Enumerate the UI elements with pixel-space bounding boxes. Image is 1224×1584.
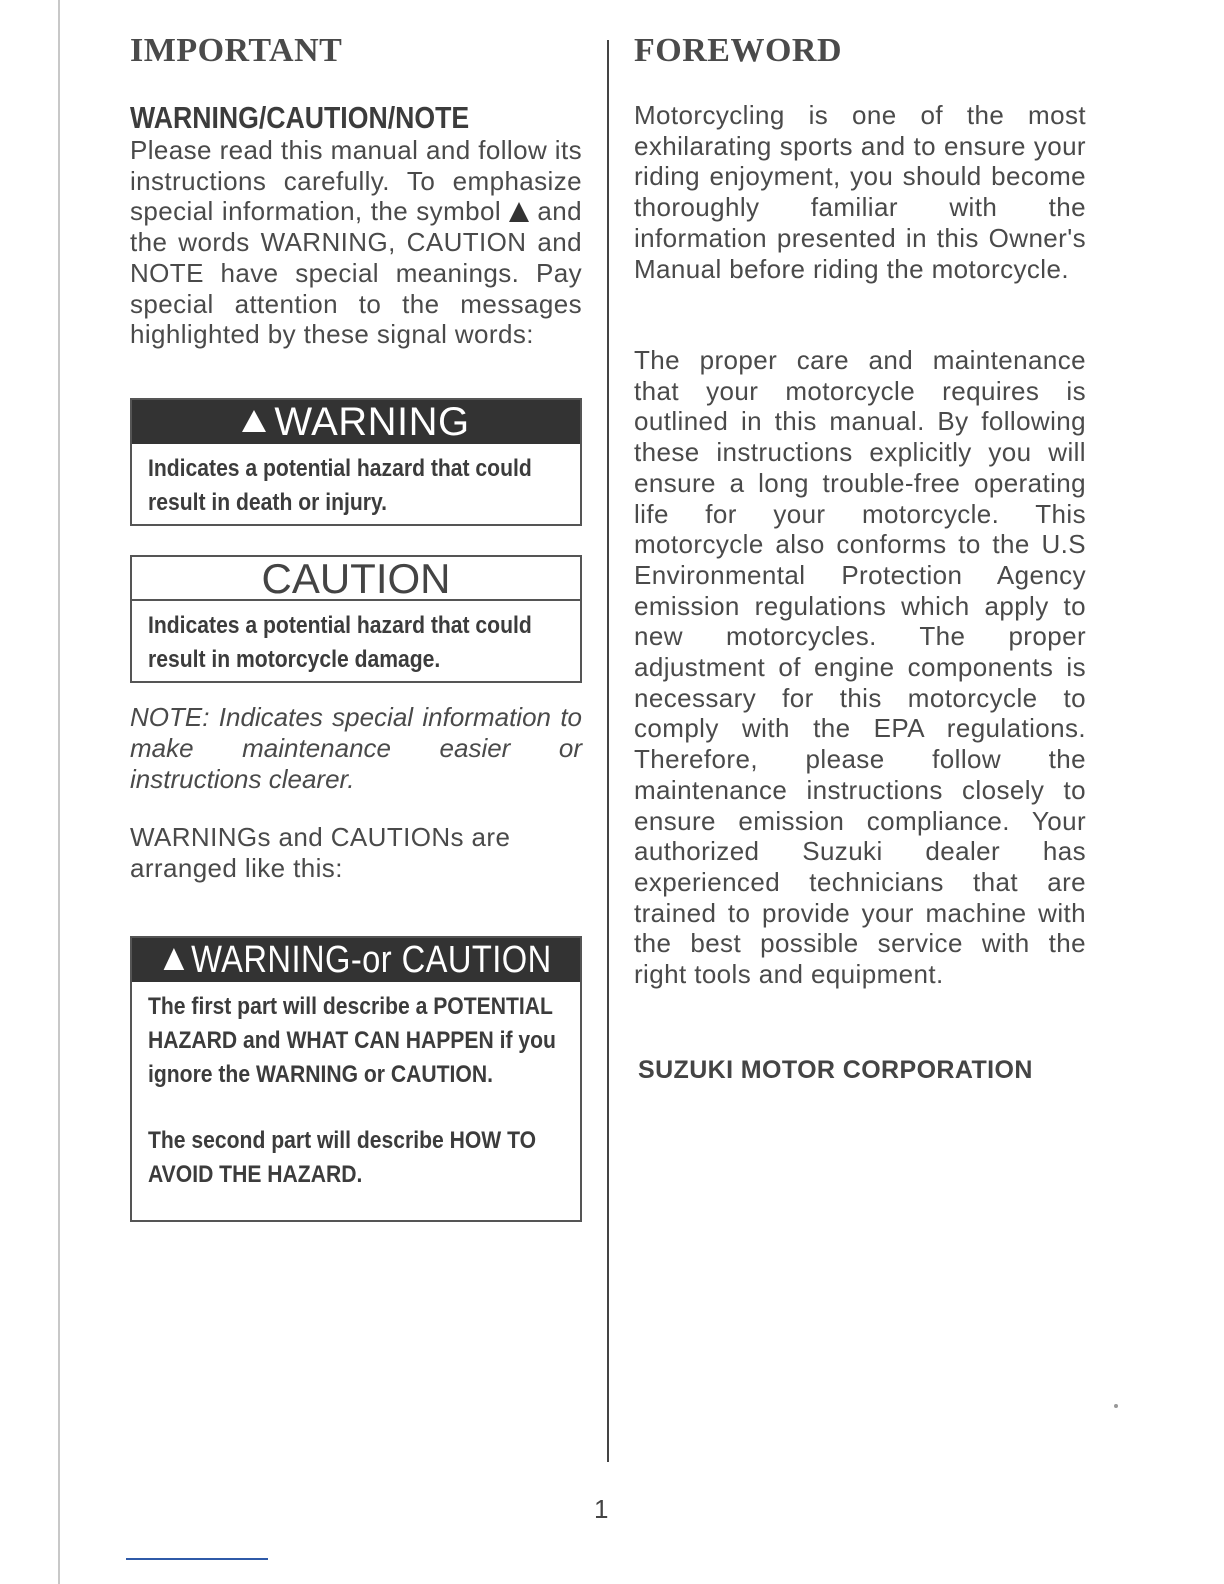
foreword-paragraph-1: Motorcycling is one of the most exhilarating sports and to ensure your riding enjoyment, you should become thoroughly familiar with the information presented in this Owner's Manual before riding the motorcycle. xyxy=(634,100,1086,284)
foreword-paragraph-2: The proper care and maintenance that your motorcycle requires is outlined in this manual. By following these instructions explicitly you will ensure a long trouble-free operating life for your motorcycle. This motorcycle also conforms to the U.S Environmental Protection Agency emission regulations which apply to new motorcycles. The proper adjustment of engine components is necessary for this motorcycle to comply with the EPA regulations. Therefore, please follow the maintenance instructions closely to ensure emission compliance. Your authorized Suzuki dealer has experienced technicians that are trained to provide your machine with the best possible service with the right tools and equipment. xyxy=(634,345,1086,990)
warning-box xyxy=(130,398,582,526)
page-number: 1 xyxy=(594,1494,609,1524)
binding-edge xyxy=(58,0,60,1584)
warning-triangle-icon xyxy=(164,948,185,970)
column-divider xyxy=(607,40,609,1462)
example-part-one: The first part will describe a POTENTIAL HAZARD and WHAT CAN HAPPEN if you ignore the WARNING or CAUTION. xyxy=(148,993,556,1088)
caution-box-header: CAUTION xyxy=(132,557,580,601)
warning-box-header xyxy=(132,400,580,444)
important-title: IMPORTANT xyxy=(130,32,343,69)
intro-text-before: Please read this manual and follow its instructions carefully. To emphasize special information, the symbol xyxy=(130,135,582,227)
footer-rule xyxy=(126,1558,268,1560)
example-box-body xyxy=(132,982,580,1202)
company-name: SUZUKI MOTOR CORPORATION xyxy=(638,1056,1033,1084)
foreword-title: FOREWORD xyxy=(634,32,842,69)
intro-text-after: and the words WARNING, CAUTION and NOTE have special meanings. Pay special attention to the messages highlighted by these signal words: xyxy=(130,196,582,350)
warning-caution-note-heading: WARNING/CAUTION/NOTE xyxy=(130,100,470,135)
example-label: WARNING-or CAUTION xyxy=(191,939,552,981)
print-speck xyxy=(1114,1404,1118,1408)
caution-box-body xyxy=(132,601,580,687)
warning-box-body xyxy=(132,444,580,530)
caution-box xyxy=(130,555,582,683)
note-paragraph: NOTE: Indicates special information to make maintenance easier or instructions clearer. xyxy=(130,702,582,794)
warning-triangle-icon xyxy=(509,202,529,222)
caution-description: Indicates a potential hazard that could result in motorcycle damage. xyxy=(148,612,532,673)
arranged-paragraph: WARNINGs and CAUTIONs are arranged like this: xyxy=(130,822,511,883)
intro-paragraph xyxy=(130,135,582,350)
warning-description: Indicates a potential hazard that could result in death or injury. xyxy=(148,455,532,516)
example-box-header xyxy=(132,938,580,982)
example-box xyxy=(130,936,582,1222)
warning-triangle-icon xyxy=(242,410,266,432)
example-part-two: The second part will describe HOW TO AVOID THE HAZARD. xyxy=(148,1127,537,1188)
warning-label: WARNING xyxy=(274,400,470,444)
